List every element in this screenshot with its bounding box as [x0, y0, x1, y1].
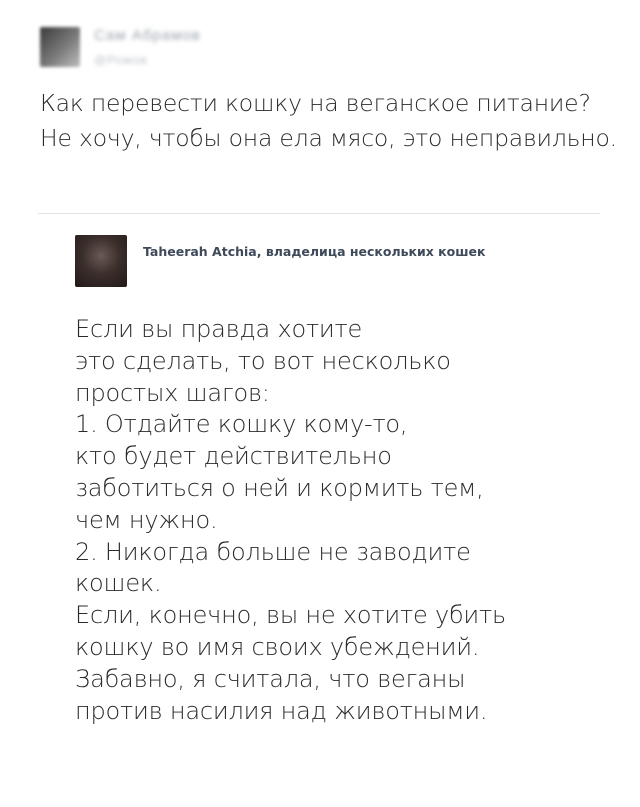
- reply-line: это сделать, то вот несколько: [75, 346, 451, 375]
- reply-line: против насилия над животными.: [75, 696, 488, 725]
- reply-avatar[interactable]: [75, 235, 127, 287]
- reply-line: Если, конечно, вы не хотите убить: [75, 601, 506, 630]
- author-name[interactable]: Сам Абрамов: [94, 27, 201, 44]
- reply-line: чем нужно.: [75, 505, 218, 534]
- reply-line: Забавно, я считала, что веганы: [75, 664, 466, 693]
- reply-line: кошку во имя своих убеждений.: [75, 632, 480, 661]
- reply-line: заботиться о ней и кормить тем,: [75, 473, 484, 502]
- reply-line: 2. Никогда больше не заводите: [75, 537, 471, 566]
- reply-line: простых шагов:: [75, 378, 270, 407]
- author-meta: [94, 27, 201, 67]
- reply-text: [75, 314, 635, 727]
- author-handle: @Ромов: [94, 53, 148, 67]
- post-text: Как перевести кошку на веганское питание? Не хочу, чтобы она ела мясо, это неправильно.: [40, 89, 617, 152]
- divider: [38, 213, 600, 214]
- reply-line: кто будет действительно: [75, 442, 392, 471]
- author-avatar[interactable]: [40, 27, 80, 67]
- reply-line: Если вы правда хотите: [75, 315, 363, 343]
- reply-line: 1. Отдайте кошку кому-то,: [75, 410, 408, 439]
- reply-author[interactable]: Taheerah Atchia, владелица нескольких кошек: [143, 244, 486, 259]
- reply-line: кошек.: [75, 569, 162, 598]
- post-author[interactable]: [40, 22, 201, 72]
